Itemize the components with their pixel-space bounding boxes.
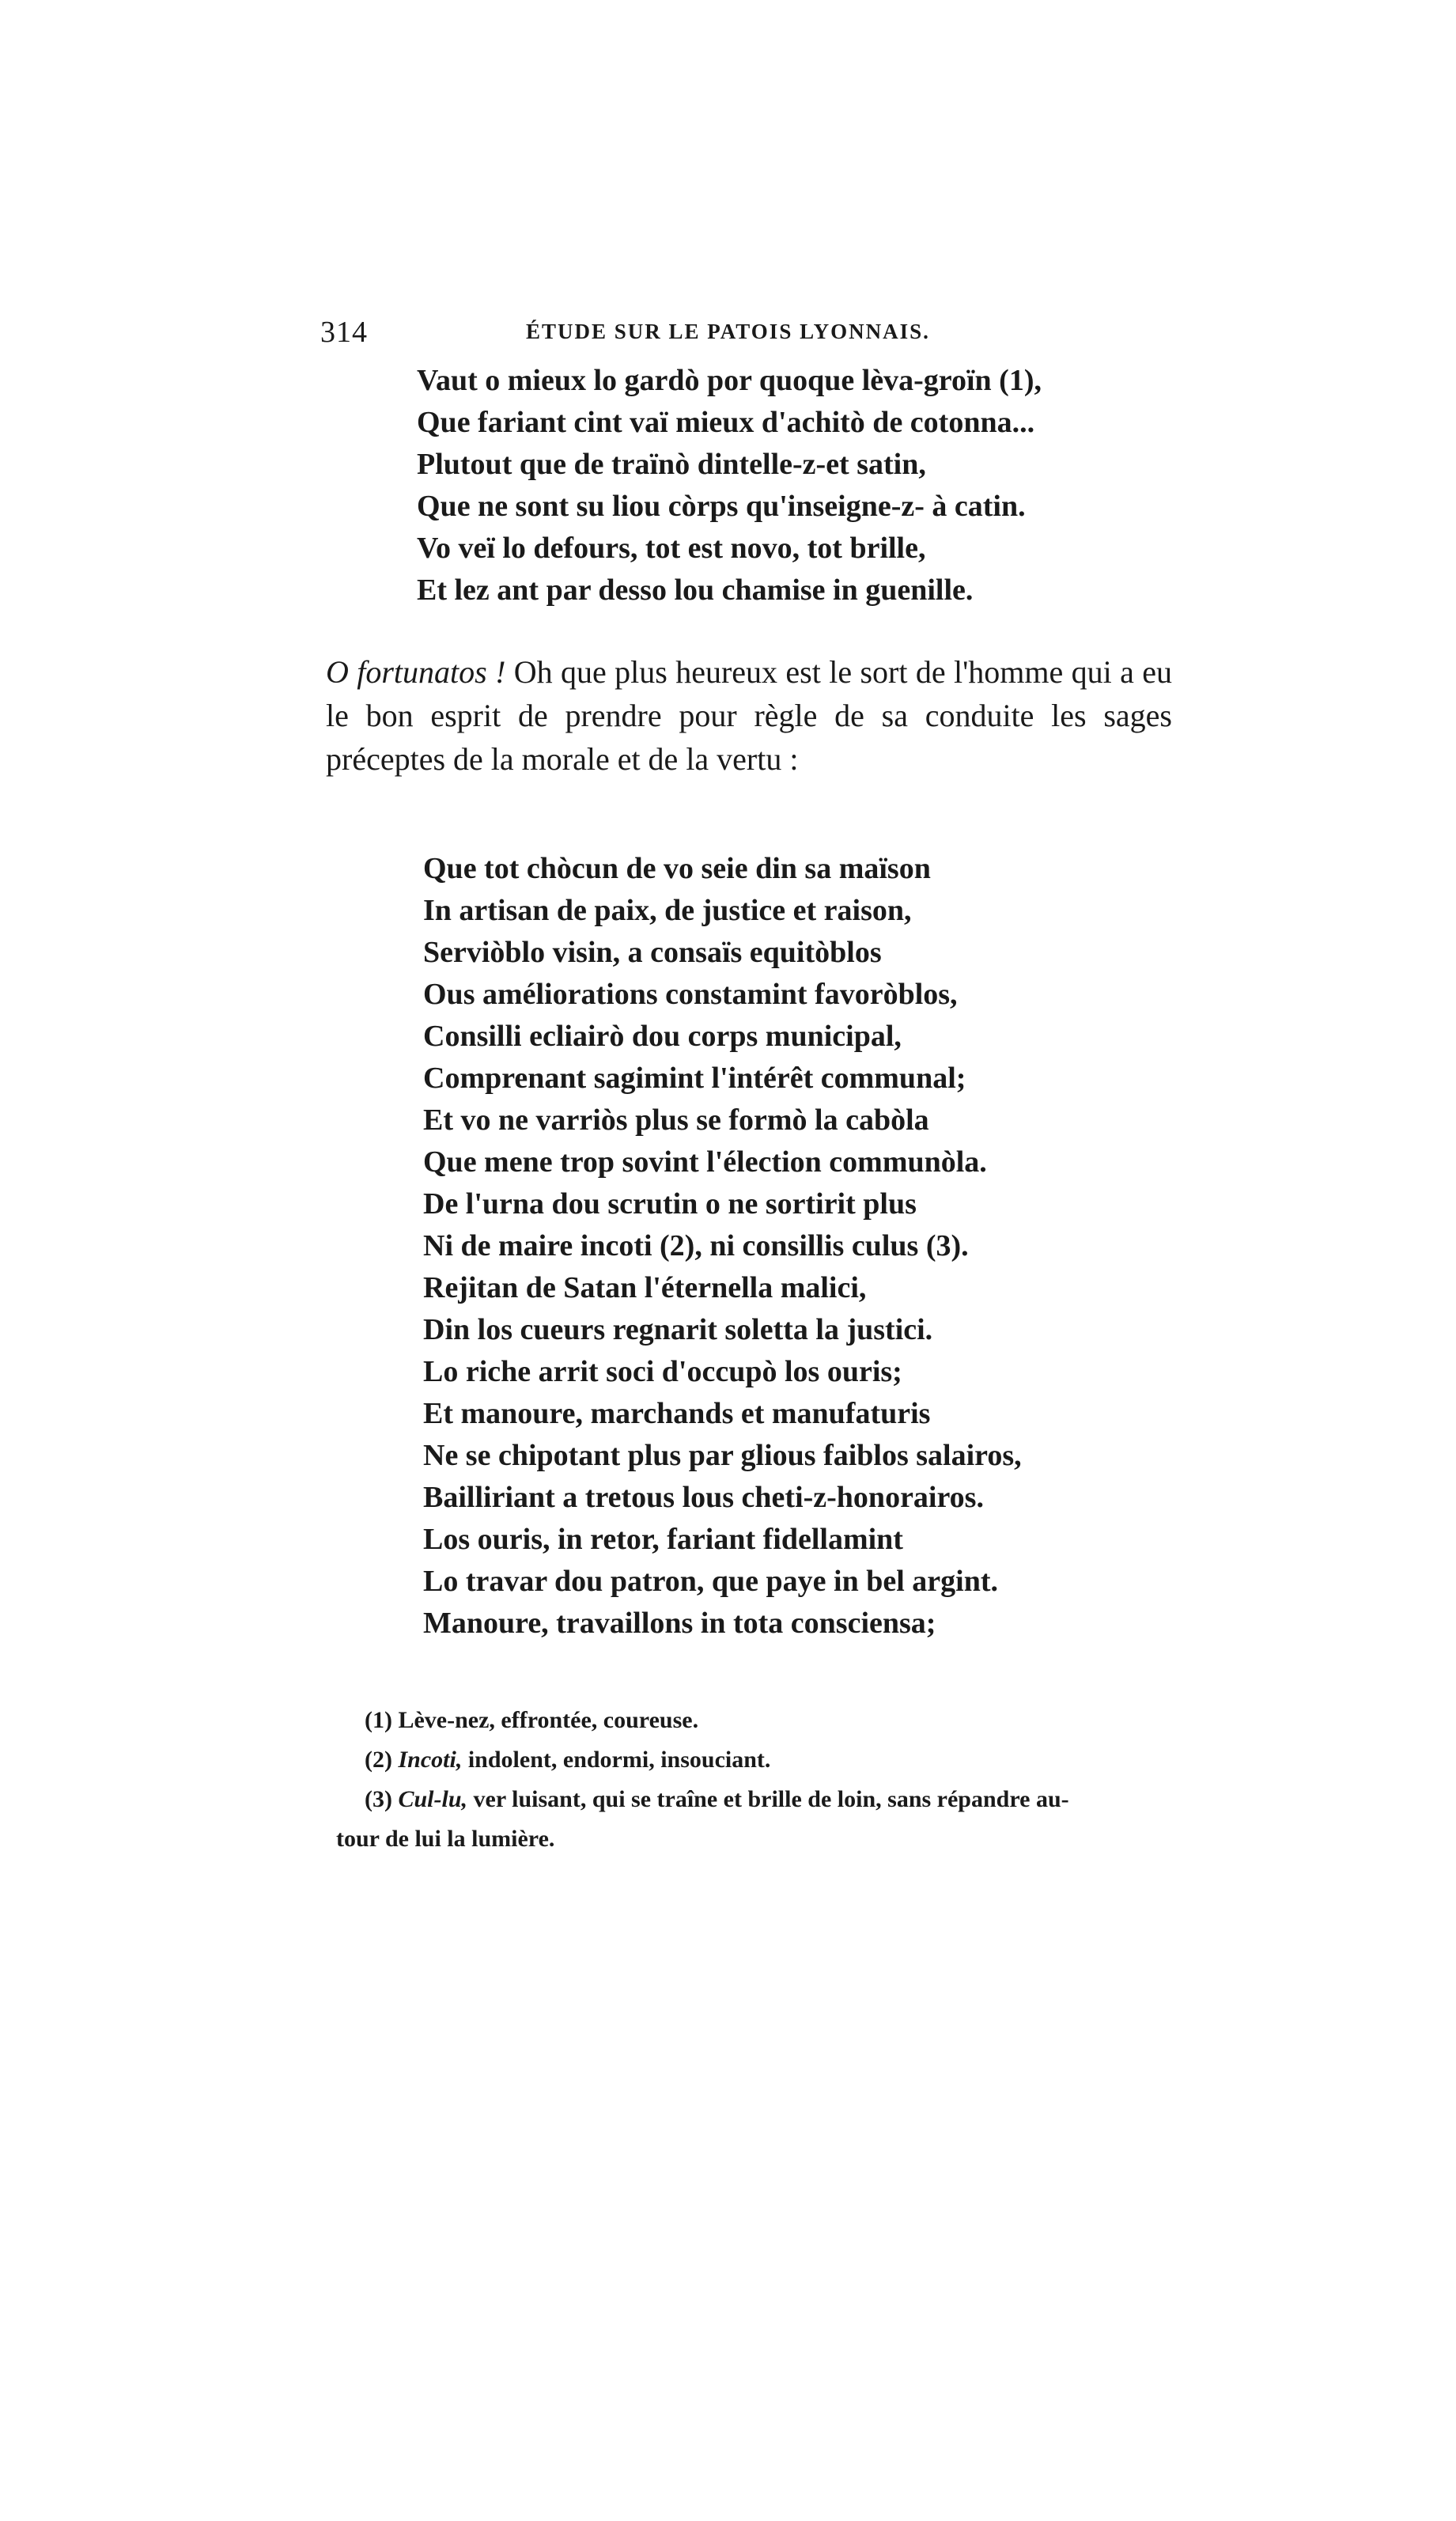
verse-line: Din los cueurs regnarit soletta la justici. [423,1313,933,1346]
verse-line: Vo veï lo defours, tot est novo, tot brille, [417,532,926,565]
footnote-number: (3) [365,1786,392,1812]
verse-line: Manoure, travaillons in tota consciensa; [423,1607,936,1640]
footnote-number: (2) [365,1747,392,1773]
footnote-number: (1) [365,1707,392,1733]
running-title: ÉTUDE SUR LE PATOIS LYONNAIS. [526,320,930,343]
prose-text: Oh que plus heureux est le sort de l'homme qui a eu le bon esprit de prendre pour règle de sa conduite les sages préceptes de la morale et de la vertu : [326,654,1172,777]
verse-stanza-1 [417,360,1042,611]
verse-line: Serviòblo visin, a consaïs equitòblos [423,936,882,969]
footnote-term: Cul-lu, [398,1786,468,1812]
verse-line: Et vo ne varriòs plus se formò la cabòla [423,1103,929,1137]
prose-paragraph [326,650,1172,781]
verse-line: Et lez ant par desso lou chamise in guenille. [417,573,974,607]
running-head [320,315,977,353]
verse-line: Vaut o mieux lo gardò por quoque lèva-groïn (1), [417,364,1042,397]
verse-stanza-2 [423,848,1022,1645]
footnote-continuation: tour de lui la lumière. [336,1826,555,1852]
verse-line: Bailliriant a tretous lous cheti-z-honorairos. [423,1481,984,1514]
verse-line: Lo travar dou patron, que paye in bel argint. [423,1565,999,1598]
footnote-term: Incoti, [398,1747,463,1773]
footnote [336,1701,1174,1740]
verse-line: Consilli ecliairò dou corps municipal, [423,1020,902,1053]
page-number: 314 [320,316,368,349]
footnote-text: Lève-nez, effrontée, coureuse. [391,1707,699,1733]
verse-line: Que fariant cint vaï mieux d'achitò de cotonna... [417,406,1035,439]
verse-line: Ni de maire incoti (2), ni consillis culus (3). [423,1229,969,1262]
verse-line: Que tot chòcun de vo seie din sa maïson [423,852,931,885]
verse-line: Ne se chipotant plus par glious faiblos salairos, [423,1439,1022,1472]
verse-line: Comprenant sagimint l'intérêt communal; [423,1062,966,1095]
footnotes [336,1701,1174,1859]
verse-line: Rejitan de Satan l'éternella malici, [423,1271,867,1304]
verse-line: Que mene trop sovint l'élection communòla. [423,1145,987,1179]
verse-line: Los ouris, in retor, fariant fidellamint [423,1523,903,1556]
verse-line: Et manoure, marchands et manufaturis [423,1397,931,1430]
verse-line: Plutout que de traïnò dintelle-z-et satin, [417,448,926,481]
verse-line: Ous améliorations constamint favoròblos, [423,978,958,1011]
footnote-text: ver luisant, qui se traîne et brille de loin, sans répandre au- [467,1786,1069,1812]
footnote [336,1740,1174,1780]
verse-line: De l'urna dou scrutin o ne sortirit plus [423,1187,917,1221]
footnote-text: indolent, endormi, insouciant. [462,1747,771,1773]
verse-line: In artisan de paix, de justice et raison, [423,894,912,927]
verse-line: Que ne sont su liou còrps qu'inseigne-z- à catin. [417,490,1026,523]
prose-lead-phrase: O fortunatos ! [326,654,506,690]
verse-line: Lo riche arrit soci d'occupò los ouris; [423,1355,902,1388]
footnote [336,1780,1174,1819]
